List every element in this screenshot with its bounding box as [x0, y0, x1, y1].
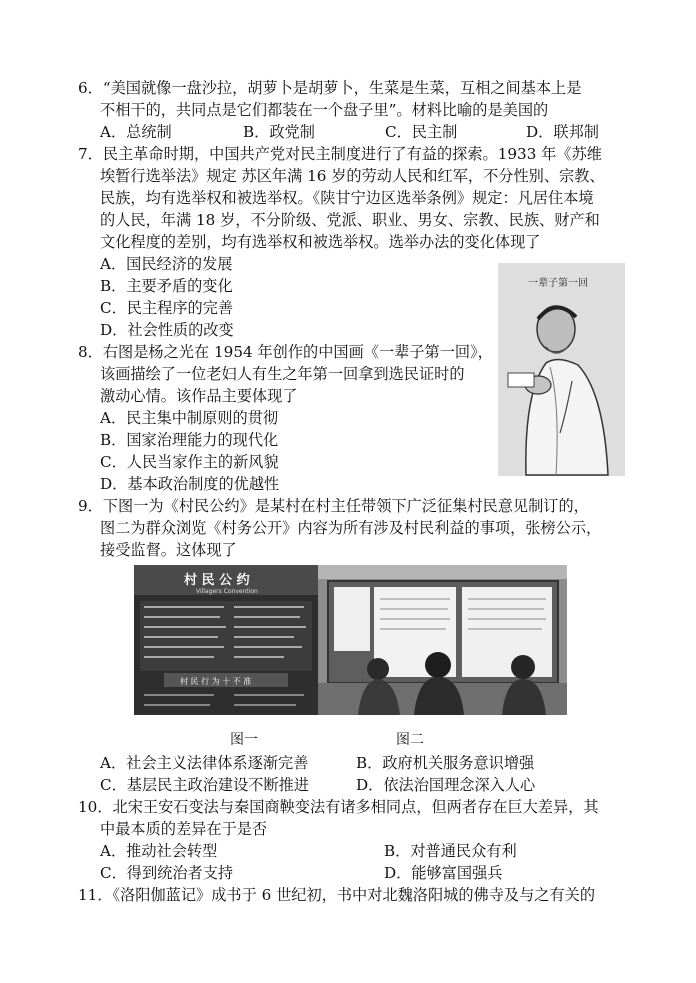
q8-stem-line2: 该画描绘了一位老妇人有生之年第一回拿到选民证时的 — [100, 365, 465, 383]
figure1-image — [134, 565, 318, 715]
q10-stem-line2: 中最本质的差异在于是否 — [100, 820, 268, 838]
q8-option-c: C．人民当家作主的新风貌 — [100, 453, 279, 471]
q11-stem-line1: 11．《洛阳伽蓝记》成书于 6 世纪初，书中对北魏洛阳城的佛寺及与之有关的 — [78, 886, 596, 904]
q7-option-d: D．社会性质的改变 — [100, 321, 234, 339]
q7-stem-line1: 7．民主革命时期，中国共产党对民主制度进行了有益的探索。1933 年《苏维 — [78, 145, 602, 163]
sign-subtitle-text: Villagers Convention — [196, 588, 258, 595]
q6-option-c: C．民主制 — [385, 123, 458, 141]
q6-option-a: A．总统制 — [100, 123, 172, 141]
figure2-image — [318, 565, 567, 715]
q8-stem-line1: 8．右图是杨之光在 1954 年创作的中国画《一辈子第一回》， — [78, 343, 493, 361]
q9-option-c: C．基层民主政治建设不断推进 — [100, 776, 310, 794]
q7-stem-line2: 埃暂行选举法》规定 苏区年满 16 岁的劳动人民和红军，不分性别、宗教、 — [100, 167, 605, 185]
q9-stem-line3: 接受监督。这体现了 — [100, 541, 237, 559]
q8-option-b: B．国家治理能力的现代化 — [100, 431, 279, 449]
painting-title-text: 一辈子第一回 — [528, 278, 588, 289]
figure2-drawing — [318, 565, 567, 715]
q7-option-a: A．国民经济的发展 — [100, 255, 233, 273]
painting-image — [498, 263, 625, 476]
q7-option-b: B．主要矛盾的变化 — [100, 277, 233, 295]
q7-stem-line5: 文化程度的差别，均有选举权和被选举权。选举办法的变化体现了 — [100, 233, 541, 251]
q10-option-c: C．得到统治者支持 — [100, 864, 234, 882]
q10-option-a: A．推动社会转型 — [100, 842, 218, 860]
q8-option-a: A．民主集中制原则的贯彻 — [100, 409, 279, 427]
q10-option-d: D．能够富国强兵 — [384, 864, 503, 882]
q6-stem-line1: 6．“美国就像一盘沙拉，胡萝卜是胡萝卜，生菜是生菜，互相之间基本上是 — [78, 79, 582, 97]
painting-drawing — [498, 263, 625, 476]
q10-stem-line1: 10．北宋王安石变法与秦国商鞅变法有诸多相同点，但两者存在巨大差异，其 — [78, 798, 599, 816]
q9-option-a: A．社会主义法律体系逐渐完善 — [100, 754, 309, 772]
sign-title-text: 村 民 公 约 — [184, 573, 250, 588]
figure2-caption: 图二 — [396, 732, 424, 748]
q9-stem-line1: 9．下图一为《村民公约》是某村在村主任带领下广泛征集村民意见制订的， — [78, 497, 589, 515]
q6-option-d: D．联邦制 — [526, 123, 599, 141]
q7-stem-line4: 的人民，年满 18 岁，不分阶级、党派、职业、男女、宗教、民族、财产和 — [100, 211, 600, 229]
q9-option-b: B．政府机关服务意识增强 — [356, 754, 535, 772]
sign-lower-text: 村 民 行 为 十 不 准 — [180, 677, 252, 686]
figure1-caption: 图一 — [230, 732, 258, 748]
q8-stem-line3: 激动心情。该作品主要体现了 — [100, 387, 298, 405]
q8-option-d: D．基本政治制度的优越性 — [100, 475, 280, 493]
q6-option-b: B．政党制 — [243, 123, 315, 141]
q9-option-d: D．依法治国理念深入人心 — [356, 776, 536, 794]
figure1-drawing — [134, 565, 318, 715]
q7-option-c: C．民主程序的完善 — [100, 299, 234, 317]
q6-stem-line2: 不相干的，共同点是它们都装在一个盘子里”。材料比喻的是美国的 — [100, 101, 549, 119]
q7-stem-line3: 民族，均有选举权和被选举权。《陕甘宁边区选举条例》规定：凡居住本境 — [100, 189, 594, 207]
q9-stem-line2: 图二为群众浏览《村务公开》内容为所有涉及村民利益的事项，张榜公示， — [100, 519, 602, 537]
q10-option-b: B．对普通民众有利 — [384, 842, 517, 860]
